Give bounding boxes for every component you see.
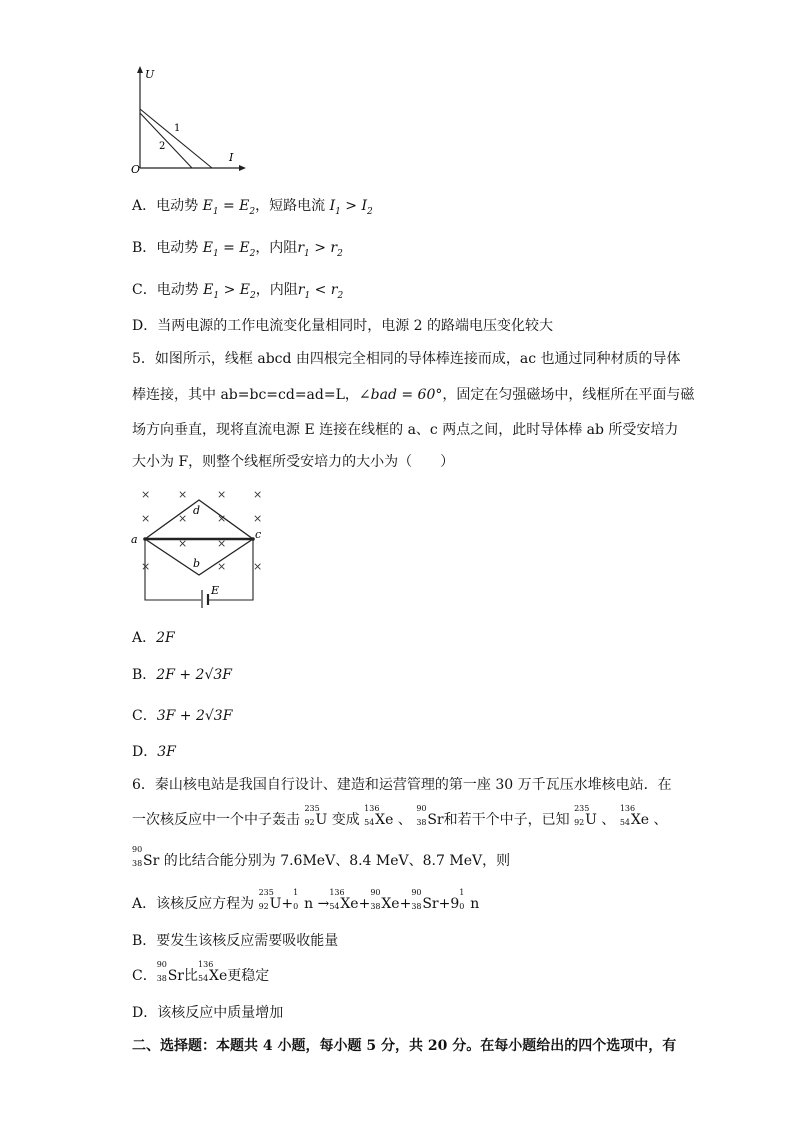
nuclide-xe136: 136 54 Xe bbox=[364, 804, 394, 828]
u-axis-label: U bbox=[145, 68, 155, 81]
label-d: d bbox=[193, 504, 201, 517]
field-cross: × bbox=[178, 512, 188, 525]
wire-frame-figure bbox=[128, 484, 274, 608]
nuclide-sr90: 90 38 Sr bbox=[156, 960, 185, 984]
field-cross: × bbox=[217, 488, 227, 501]
formula-r1-lt-r2: $r_1 < r_2$ bbox=[297, 282, 344, 301]
q5-option-a: A．2F bbox=[132, 630, 175, 646]
q4-option-d: D．当两电源的工作电流变化量相同时，电源 2 的路端电压变化较大 bbox=[132, 318, 554, 334]
ui-graph bbox=[128, 64, 248, 176]
q4-option-b: B．电动势 $E_1 = E_2$，内阻$r_1 > r_2$ bbox=[132, 240, 343, 259]
q4-option-c: C．电动势 $E_1 > E_2$，内阻$r_1 < r_2$ bbox=[132, 282, 344, 301]
u-axis-arrow bbox=[137, 66, 143, 73]
field-cross: × bbox=[253, 488, 263, 501]
angle-formula: ∠bad = 60° bbox=[358, 387, 443, 403]
q5-option-c: C．3F + 2√3F bbox=[132, 708, 233, 724]
origin-label: O bbox=[131, 163, 141, 176]
field-cross: × bbox=[253, 560, 263, 573]
nuclide-sr90: 90 38 Sr bbox=[132, 845, 160, 869]
field-cross: × bbox=[217, 537, 227, 550]
nuclide-xe136: 136 54 Xe bbox=[198, 960, 228, 984]
nuclide-u235: 235 92 U bbox=[258, 888, 282, 912]
field-cross: × bbox=[178, 537, 188, 550]
nuclide-sr90: 90 38 Sr bbox=[416, 804, 444, 828]
field-cross: × bbox=[178, 488, 188, 501]
formula-e1-gt-e2: $E_1 > E_2$ bbox=[203, 282, 256, 301]
section-2-heading: 二、选择题：本题共 4 小题，每小题 5 分，共 20 分。在每小题给出的四个选项中，有 bbox=[132, 1038, 677, 1054]
q5-stem-line-2: 棒连接，其中 ab=bc=cd=ad=L，∠bad = 60°，固定在匀强磁场中，线框所在平面与磁 bbox=[132, 387, 695, 403]
field-cross: × bbox=[141, 488, 151, 501]
neutron: 1 0 n bbox=[459, 888, 480, 912]
q6-stem-line-2: 一次核反应中一个中子轰击 235 92 U 变成 136 54 Xe 、 90 38 Sr和若干个中子，已知 235 92 U 、 136 54 Xe 、 bbox=[132, 804, 668, 828]
q6-option-c: C． 90 38 Sr比 136 54 Xe更稳定 bbox=[132, 960, 270, 984]
line-2-label: 2 bbox=[159, 141, 166, 152]
q5-stem-line-4: 大小为 F，则整个线框所受安培力的大小为（ ） bbox=[132, 454, 455, 470]
graph-line-1 bbox=[140, 109, 212, 168]
nuclide-u235: 235 92 U bbox=[304, 804, 328, 828]
q6-option-b: B．要发生该核反应需要吸收能量 bbox=[132, 933, 339, 949]
q5-option-d: D．3F bbox=[132, 744, 176, 760]
line-1-label: 1 bbox=[174, 123, 181, 134]
label-c: c bbox=[255, 528, 262, 541]
q5-stem-line-1: 5．如图所示，线框 abcd 由四根完全相同的导体棒连接而成，ac 也通过同种材质的导体 bbox=[132, 351, 681, 367]
graph-line-2 bbox=[140, 113, 192, 168]
field-cross: × bbox=[217, 512, 227, 525]
nuclide-xe136: 136 54 Xe bbox=[619, 804, 650, 828]
nuclide-u235: 235 92 U bbox=[574, 804, 597, 828]
q6-stem-line-3: 90 38 Sr 的比结合能分别为 7.6MeV、8.4 MeV、8.7 MeV，则 bbox=[132, 845, 511, 869]
q6-option-a: A．该核反应方程为 235 92 U+ 1 0 n → 136 54 Xe+ 90 38 Xe+ 90 38 Sr+9 1 0 n bbox=[132, 888, 480, 912]
formula-i1-gt-i2: $I_1 > I_2$ bbox=[329, 198, 373, 217]
formula-e1-eq-e2: $E_1 = E_2$ bbox=[202, 240, 256, 259]
nuclide-sr90: 90 38 Sr bbox=[411, 888, 439, 912]
neutron: 1 0 n bbox=[293, 888, 314, 912]
label-b: b bbox=[193, 557, 201, 570]
field-cross: × bbox=[217, 560, 227, 573]
formula-e1-eq-e2: $E_1 = E_2$ bbox=[202, 198, 256, 217]
i-axis-label: I bbox=[229, 151, 234, 164]
q4-option-a: A．电动势 $E_1 = E_2$，短路电流 $I_1 > I_2$ bbox=[132, 198, 373, 217]
q5-stem-line-3: 场方向垂直，现将直流电源 E 连接在线框的 a、c 两点之间，此时导体棒 ab 所受安培力 bbox=[132, 422, 679, 438]
field-cross: × bbox=[141, 560, 151, 573]
formula-r1-gt-r2: $r_1 > r_2$ bbox=[297, 240, 343, 259]
q6-stem-line-1: 6．秦山核电站是我国自行设计、建造和运营管理的第一座 30 万千瓦压水堆核电站．在 bbox=[132, 777, 672, 793]
q5-option-b: B．2F + 2√3F bbox=[132, 667, 232, 683]
magnetic-field-crosses bbox=[141, 488, 262, 573]
nuclide-xe136: 136 54 Xe bbox=[329, 888, 359, 912]
field-cross: × bbox=[253, 512, 263, 525]
nuclide-xe90: 90 38 Xe bbox=[370, 888, 400, 912]
field-cross: × bbox=[141, 512, 151, 525]
label-e: E bbox=[211, 584, 220, 597]
q6-option-d: D．该核反应中质量增加 bbox=[132, 1005, 284, 1021]
label-a: a bbox=[131, 533, 138, 546]
i-axis-arrow bbox=[239, 165, 246, 171]
